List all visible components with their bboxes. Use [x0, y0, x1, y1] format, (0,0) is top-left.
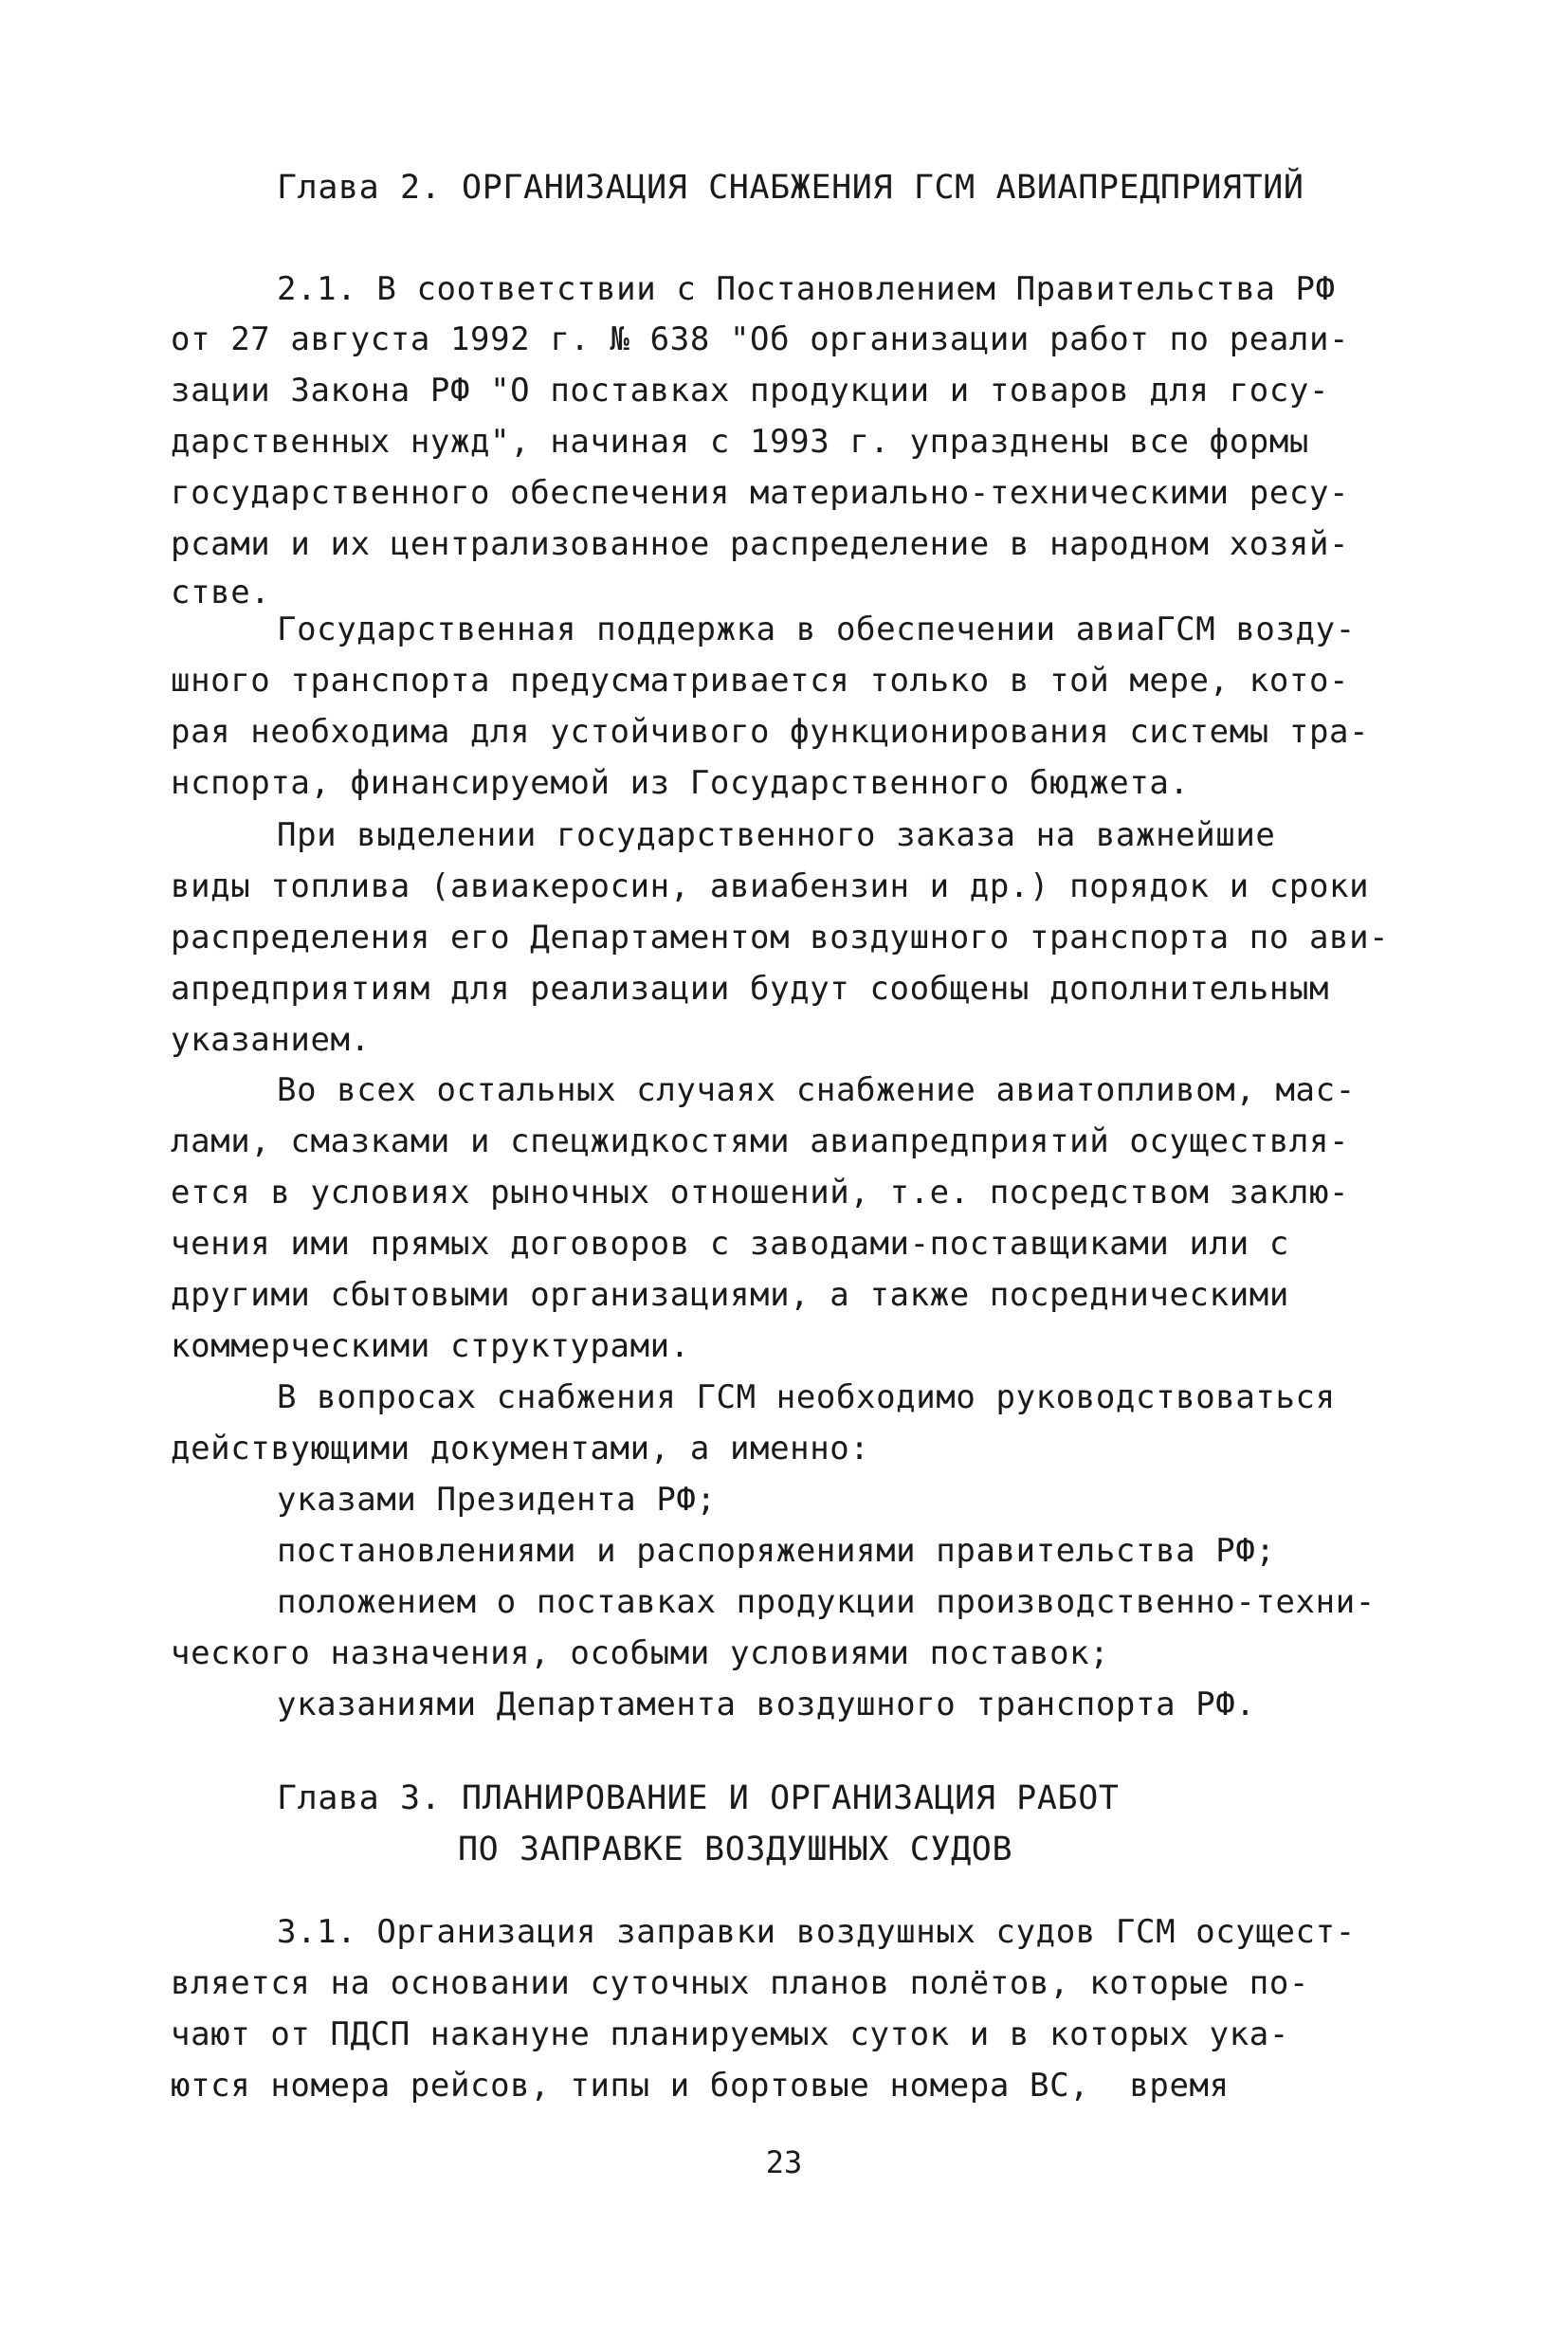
text-line: рая необходима для устойчивого функционирования системы тра-	[171, 713, 1370, 751]
text-line: Во всех остальных случаях снабжение авиатопливом, мас-	[277, 1071, 1356, 1109]
text-line: виды топлива (авиакеросин, авиабензин и др.) порядок и сроки	[171, 867, 1370, 905]
text-line: Государственная поддержка в обеспечении авиаГСМ возду-	[277, 611, 1356, 648]
text-line: шного транспорта предусматривается только в той мере, кото-	[171, 662, 1350, 700]
text-line: 3.1. Организация заправки воздушных судов ГСМ осущест-	[277, 1913, 1356, 1951]
text-line: вляется на основании суточных планов полётов, которые по-	[171, 1964, 1309, 2002]
text-line: чения ими прямых договоров с заводами-поставщиками или с	[171, 1225, 1289, 1263]
text-line: ческого назначения, особыми условиями поставок;	[171, 1634, 1110, 1672]
text-line: ется в условиях рыночных отношений, т.е. посредством заклю-	[171, 1174, 1350, 1212]
text-line: распределения его Департаментом воздушного транспорта по ави-	[171, 919, 1390, 957]
text-line: 2.1. В соответствии с Постановлением Правительства РФ	[277, 270, 1336, 308]
text-line: указами Президента РФ;	[277, 1481, 717, 1519]
text-line: ются номера рейсов, типы и бортовые номера ВС, время	[171, 2067, 1230, 2105]
page-number: 23	[765, 2144, 803, 2180]
text-line: зации Закона РФ "О поставках продукции и товаров для госу-	[171, 372, 1330, 410]
text-line: коммерческими структурами.	[171, 1327, 690, 1365]
text-line: рсами и их централизованное распределение в народном хозяй-	[171, 525, 1350, 563]
text-line: нспорта, финансируемой из Государственного бюджета.	[171, 764, 1190, 802]
text-line: другими сбытовыми организациями, а также посредническими	[171, 1276, 1289, 1314]
text-line: государственного обеспечения материально-техническими ресу-	[171, 474, 1350, 512]
chapter-3-heading-continued: ПО ЗАПРАВКЕ ВОЗДУШНЫХ СУДОВ	[458, 1831, 1013, 1868]
text-line: указаниями Департамента воздушного транспорта РФ.	[277, 1686, 1256, 1723]
text-line: действующими документами, а именно:	[171, 1430, 870, 1467]
text-line: указанием.	[171, 1021, 371, 1059]
text-line: стве.	[171, 574, 271, 611]
text-line: В вопросах снабжения ГСМ необходимо руководствоваться	[277, 1378, 1336, 1416]
text-line: При выделении государственного заказа на важнейшие	[277, 816, 1276, 854]
text-line: лами, смазками и спецжидкостями авиапредприятий осуществля-	[171, 1122, 1350, 1160]
text-line: положением о поставках продукции производственно-техни-	[277, 1583, 1376, 1621]
text-line: чают от ПДСП накануне планируемых суток и в которых ука-	[171, 2015, 1289, 2053]
text-line: постановлениями и распоряжениями правительства РФ;	[277, 1532, 1276, 1570]
text-line: дарственных нужд", начиная с 1993 г. упразднены все формы	[171, 423, 1309, 461]
chapter-2-heading: Глава 2. ОРГАНИЗАЦИЯ СНАБЖЕНИЯ ГСМ АВИАПРЕДПРИЯТИЙ	[277, 169, 1304, 207]
text-line: апредприятиям для реализации будут сообщены дополнительным	[171, 970, 1330, 1008]
text-line: от 27 августа 1992 г. № 638 "Об организации работ по реали-	[171, 320, 1350, 358]
chapter-3-heading: Глава 3. ПЛАНИРОВАНИЕ И ОРГАНИЗАЦИЯ РАБОТ	[277, 1779, 1120, 1817]
